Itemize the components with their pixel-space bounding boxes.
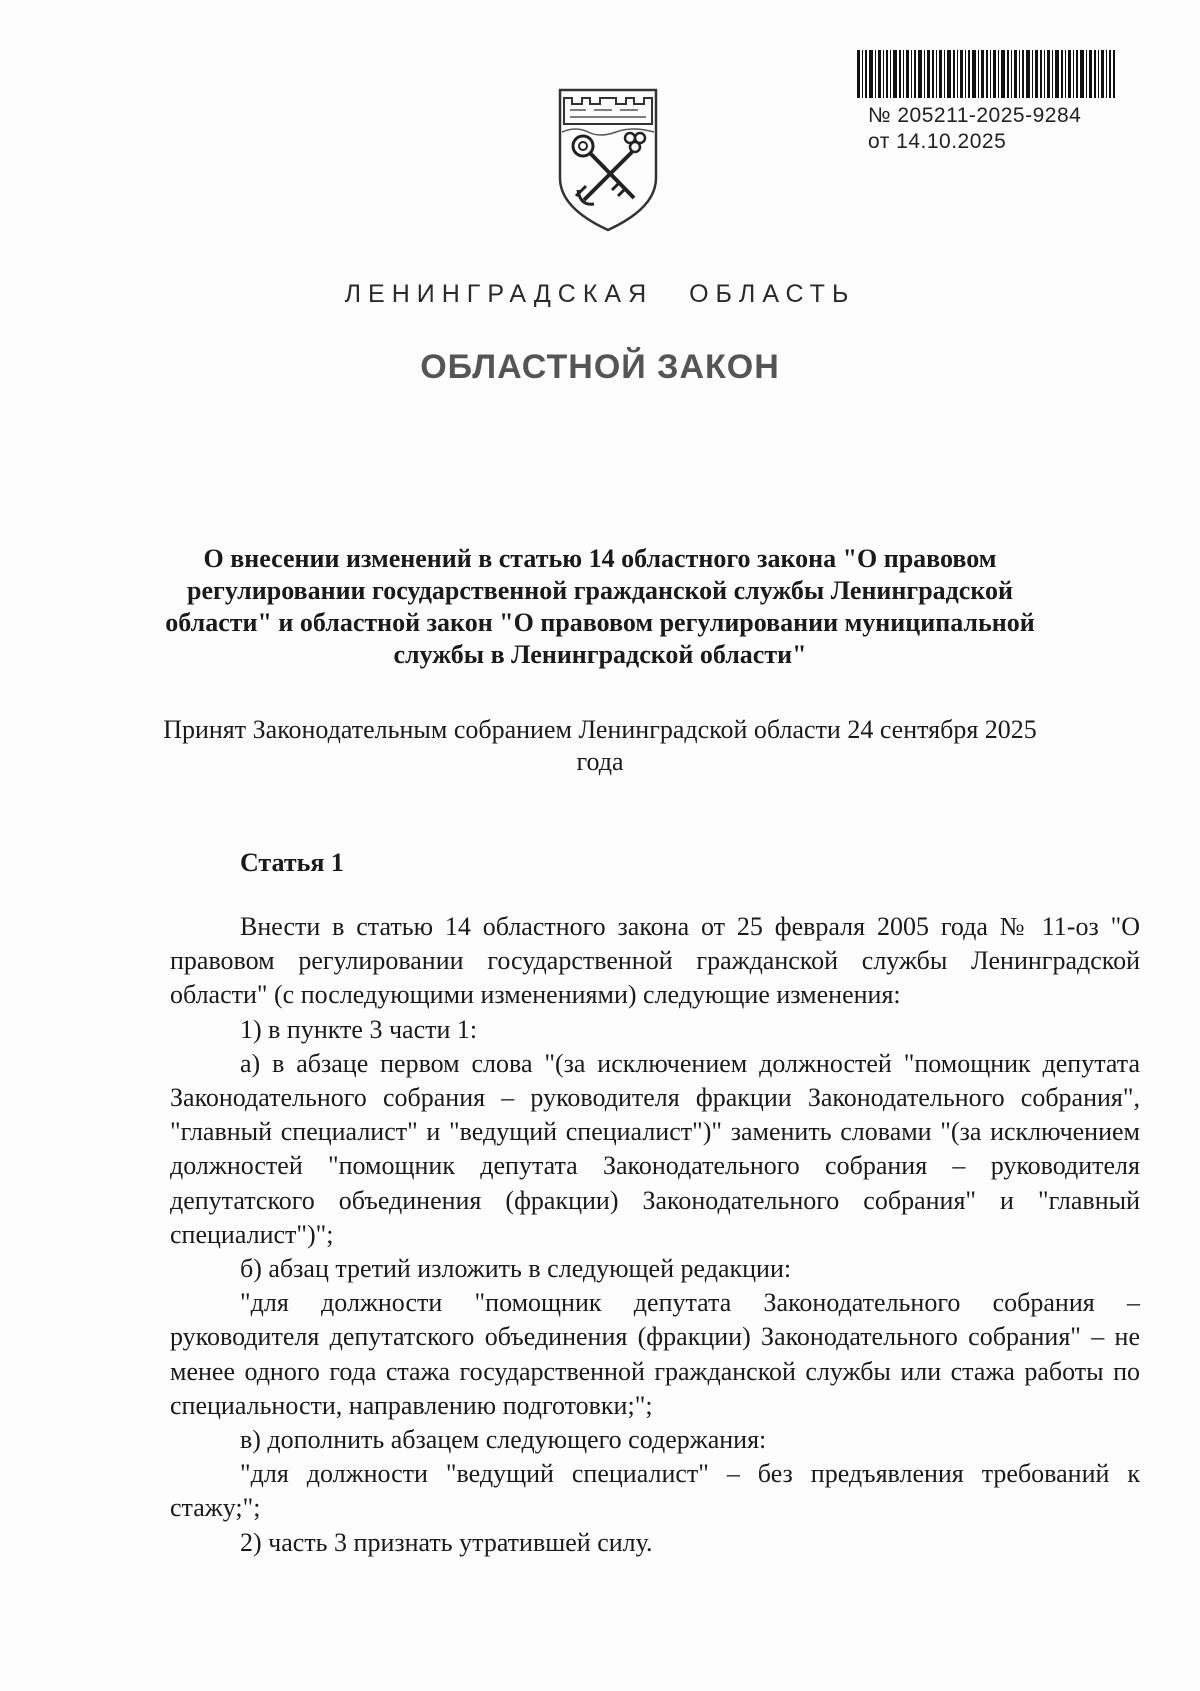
article-body xyxy=(170,910,1140,1560)
barcode xyxy=(857,50,1115,98)
registration-number: № 205211-2025-9284 xyxy=(868,104,1082,127)
region-name: ЛЕНИНГРАДСКАЯ ОБЛАСТЬ xyxy=(344,280,856,308)
article-paragraph: Внести в статью 14 областного закона от 25 февраля 2005 года № 11-оз "О правовом регулировании государственной гражданской службы Ленинградской области" (с последующими изменениями) следующие изменения: xyxy=(170,912,1140,1010)
article-heading: Статья 1 xyxy=(240,848,344,877)
article-paragraph: "для должности "помощник депутата Законодательного собрания – руководителя депутатского объединения (фракции) Законодательного собрания" – не менее одного года стажа государственной гражданской службы или стажа работы по специальности, направлению подготовки;"; xyxy=(170,1288,1140,1420)
article-paragraph: 1) в пункте 3 части 1: xyxy=(240,1014,478,1044)
registration-date: от 14.10.2025 xyxy=(868,130,1007,153)
document-type: ОБЛАСТНОЙ ЗАКОН xyxy=(420,348,780,386)
adoption-note: Принят Законодательным собранием Ленинградской области 24 сентября 2025 года xyxy=(163,715,1037,776)
article-paragraph: в) дополнить абзацем следующего содержания: xyxy=(240,1425,767,1455)
article-paragraph: б) абзац третий изложить в следующей редакции: xyxy=(240,1254,792,1284)
coat-of-arms-emblem-icon xyxy=(556,86,660,232)
article-paragraph: 2) часть 3 признать утратившей силу. xyxy=(240,1527,653,1557)
article-paragraph: "для должности "ведущий специалист" – без предъявления требований к стажу;"; xyxy=(170,1459,1140,1523)
article-paragraph: а) в абзаце первом слова "(за исключением должностей "помощник депутата Законодательного собрания – руководителя фракции Законодательного собрания", "главный специалист" и "ведущий специалист")" заменить словами "(за исключением должностей "помощник депутата Законодательного собрания – руководителя депутатского объединения (фракции) Законодательного собрания" и "главный специалист")"; xyxy=(170,1048,1140,1249)
law-title: О внесении изменений в статью 14 областного закона "О правовом регулировании государственной гражданской службы Ленинградской области" и областной закон "О правовом регулировании муниципальной службы в Ленинградской области" xyxy=(165,544,1035,669)
